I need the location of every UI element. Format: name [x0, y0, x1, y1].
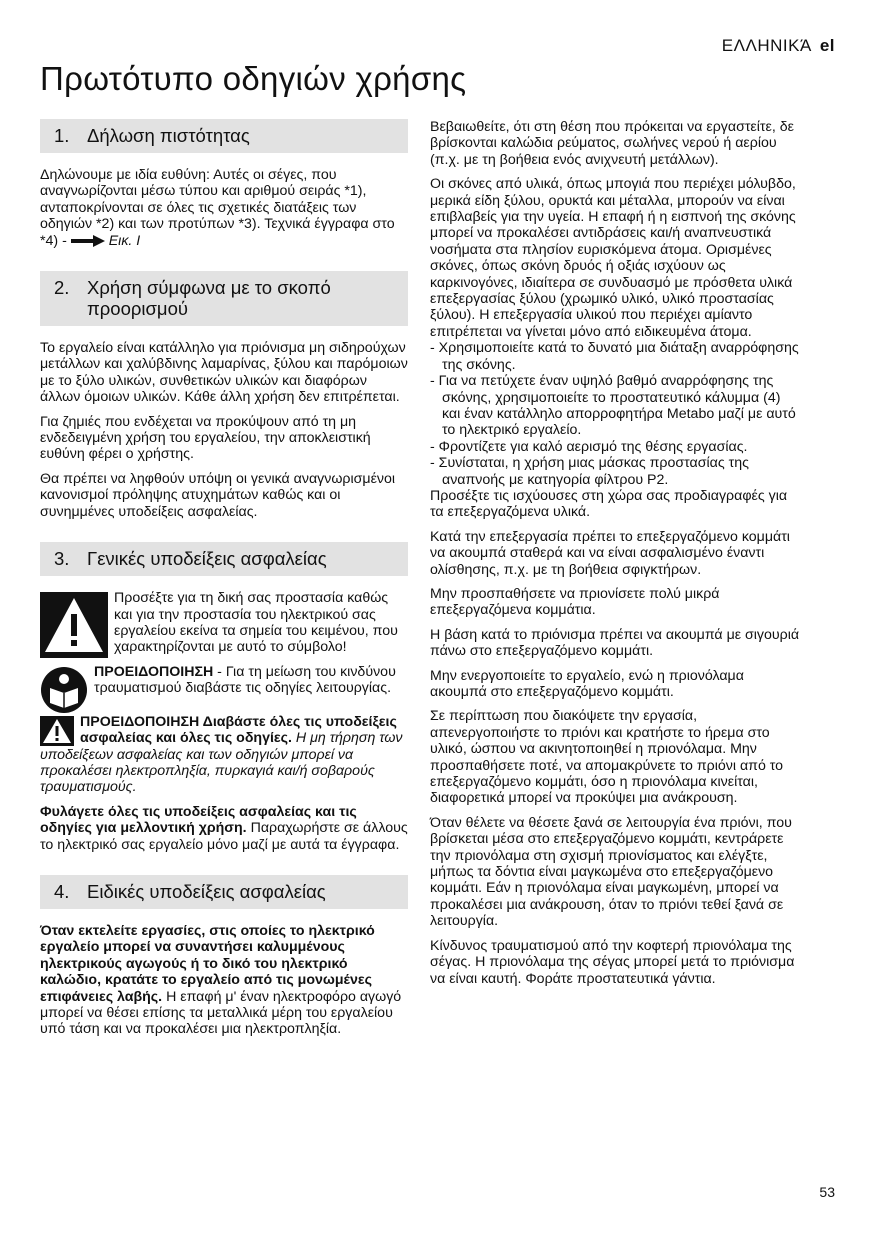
warning-text: - Για τη μείωση του κινδύνου τραυματισμού διαβάστε τις οδηγίες λειτουργίας. [94, 663, 396, 697]
dust-list [430, 340, 802, 488]
warning-triangle-icon [40, 716, 74, 746]
paragraph: Μην ενεργοποιείτε το εργαλείο, ενώ η πριονόλαμα ακουμπά στο επεξεργαζόμενο κομμάτι. [430, 667, 744, 700]
section-3-heading [40, 542, 408, 576]
figure-reference: Εικ. I [108, 232, 141, 249]
section-number: 4. [54, 880, 70, 902]
paragraph: Κίνδυνος τραυματισμού από την κοφτερή πριονόλαμα της σέγας. Η πριονόλαμα της σέγας μπορεί μετά το πριόνισμα να είναι καυτή. Φοράτε προστατευτικά γάντια. [430, 937, 795, 987]
list-item: - Συνίσταται, η χρήση μιας μάσκας προστασίας της αναπνοής με κατηγορία φίλτρου P2. [430, 455, 802, 488]
language-header [722, 36, 835, 56]
section-number: 3. [54, 548, 70, 570]
section-title: Χρήση σύμφωνα με το σκοπό προορισμού [87, 277, 331, 320]
warning-symbol-note [40, 590, 408, 664]
paragraph [40, 714, 408, 796]
paragraph: Θα πρέπει να ληφθούν υπόψη οι γενικά αναγνωρισμένοι κανονισμοί πρόληψης ατυχημάτων καθώς και οι συνημμένες υποδείξεις ασφαλείας. [40, 470, 396, 520]
paragraph [40, 804, 408, 853]
paragraph: Μην προσπαθήσετε να πριονίσετε πολύ μικρά επεξεργαζόμενα κομμάτια. [430, 585, 720, 619]
section-title: Δήλωση πιστότητας [87, 125, 250, 146]
paragraph [40, 923, 408, 1038]
special-warning-bold: Όταν εκτελείτε εργασίες, στις οποίες το ηλεκτρικό εργαλείο μπορεί να συναντήσει καλυμμένους ηλεκτρικούς αγωγούς ή το δικό του ηλεκτρικό καλώδιο, κρατάτε το εργαλείο από τις μονωμένες επιφάνειες λαβής. [40, 922, 375, 1005]
read-manual-icon [40, 666, 88, 714]
paragraph: Κατά την επεξεργασία πρέπει το επεξεργαζόμενο κομμάτι να ακουμπά σταθερά και να είναι ασφαλισμένο έναντι ολίσθησης, π.χ. με τη βοήθεια σφιγκτήρων. [430, 528, 790, 578]
warning-italic-text: Η μη τήρηση των υποδείξεων ασφαλείας και των οδηγιών μπορεί να προκαλέσει ηλεκτροπληξία, πυρκαγιά και/ή σοβαρούς τραυματισμούς. [40, 730, 403, 796]
keep-instructions-text: Παραχωρήστε σε άλλους το ηλεκτρικό σας εργαλείο μόνο μαζί με αυτά τα έγγραφα. [40, 820, 408, 853]
paragraph: Προσέξτε τις ισχύουσες στη χώρα σας προδιαγραφές για τα επεξεργαζόμενα υλικά. [430, 487, 788, 521]
section-1-heading [40, 119, 408, 153]
paragraph: Η βάση κατά το πριόνισμα πρέπει να ακουμπά με σιγουριά πάνω στο επεξεργαζόμενο κομμάτι. [430, 626, 800, 660]
page-title: Πρωτότυπο οδηγιών χρήσης [40, 60, 467, 97]
list-item: - Για να πετύχετε έναν υψηλό βαθμό αναρρόφησης της σκόνης, χρησιμοποιείτε το προστατευτικό κάλυμμα (4) και έναν κατάλληλο απορροφητήρα Metabo μαζί με αυτό το ηλεκτρικό εργαλείο. [430, 373, 802, 439]
section-number: 2. [54, 277, 70, 299]
section-title: Γενικές υποδείξεις ασφαλείας [87, 548, 327, 570]
arrow-right-icon [71, 235, 105, 247]
section-1-text [40, 167, 408, 249]
list-item: - Φροντίζετε για καλό αερισμό της θέσης εργασίας. [430, 439, 802, 455]
warning-bold-text: ΠΡΟΕΙΔΟΠΟΙΗΣΗ Διαβάστε όλες τις υποδείξεις ασφαλείας και όλες τις οδηγίες. [80, 713, 397, 747]
paragraph: Οι σκόνες από υλικά, όπως μπογιά που περιέχει μόλυβδο, μερικά είδη ξύλου, ορυκτά και μέταλλα, μπορούν να είναι επιβλαβείς για την υγεία. Η επαφή ή η εισπνοή της σκόνης μπορεί να προκαλέσει αντιδράσεις και/ή αναπνευστικά νοσήματα στα πλησίον ευρισκόμενα άτομα. Ορισμένες σκόνες, όπως σκόνη δρυός ή οξιάς ισχύουν ως καρκινογόνες, ιδιαίτερα σε συνδυασμό με πρόσθετα υλικά επεξεργασίας ξύλου (χρωμικό υλικό, υλικό προστασίας ξύλου). Η επεξεργασία υλικού που περιέχει αμίαντο επιτρέπεται να γίνεται μόνο από ειδικευμένα άτομα. [430, 176, 796, 340]
warning-triangle-icon [40, 592, 108, 658]
paragraph: Βεβαιωθείτε, ότι στη θέση που πρόκειται να εργαστείτε, δε βρίσκονται καλώδια ρεύματος, σωλήνες νερού ή αερίου (π.χ. με τη βοήθεια ενός ανιχνευτή μετάλλων). [430, 119, 794, 168]
paragraph: Όταν θέλετε να θέσετε ξανά σε λειτουργία ένα πριόνι, που βρίσκεται μέσα στο επεξεργαζόμενο κομμάτι, κεντράρετε την πριονόλαμα στη σχισμή πριονίσματος και ελέγξτε, μήπως τα δόντια είναι μαγκωμένα στο επεξεργαζόμενο κομμάτι. Εάν η πριονόλαμα είναι μαγκωμένη, μπορεί να προκαλέσει μια ανάκρουση, όταν το πριόνι τεθεί ξανά σε λειτουργία. [430, 814, 792, 930]
language-code: el [819, 36, 835, 55]
left-column [40, 119, 408, 1046]
section-number: 1. [54, 125, 70, 146]
paragraph: Για ζημιές που ενδέχεται να προκύψουν από τη μη ενδεδειγμένη χρήση του εργαλείου, την αποκλειστική ευθύνη φέρει ο χρήστης. [40, 413, 371, 463]
warning-label: ΠΡΟΕΙΔΟΠΟΙΗΣΗ [94, 663, 214, 680]
language-label: ΕΛΛΗΝΙΚΆ [721, 36, 812, 55]
section-4-heading [40, 875, 408, 909]
read-all-warning [40, 714, 408, 796]
right-column [430, 119, 802, 995]
paragraph [40, 664, 408, 697]
page-number: 53 [819, 1184, 835, 1200]
section-title: Ειδικές υποδείξεις ασφαλείας [87, 880, 326, 902]
paragraph: Σε περίπτωση που διακόψετε την εργασία, απενεργοποιήστε το πριόνι και κρατήστε το ήρεμα στο υλικό, ώσπου να ακινητοποιηθεί η πριονόλαμα. Μην προσπαθήσετε ποτέ, να απομακρύνετε το πριόνι από το επεξεργαζόμενο κομμάτι, όσο η πριονόλαμα κινείται, διαφορετικά μπορεί να προκύψει μια ανάκρουση. [430, 708, 784, 807]
read-manual-note [40, 664, 408, 714]
paragraph: Το εργαλείο είναι κατάλληλο για πριόνισμα μη σιδηρούχων μετάλλων και χαλύβδινης λαμαρίνας, ξύλου και παρόμοιων με το ξύλο υλικών, συνθετικών υλικών και διαφόρων άλλων όμοιων υλικών. Κάθε άλλη χρήση δεν επιτρέπεται. [40, 340, 408, 406]
special-warning-text: Η επαφή μ' έναν ηλεκτροφόρο αγωγό μπορεί να θέσει επίσης τα μεταλλικά μέρη του εργαλείου υπό τάση και να προκαλέσει μια ηλεκτροπληξία. [40, 988, 402, 1038]
list-item: - Χρησιμοποιείτε κατά το δυνατό μια διάταξη αναρρόφησης της σκόνης. [430, 340, 802, 373]
paragraph: Προσέξτε για τη δική σας προστασία καθώς και για την προστασία του ηλεκτρικού σας εργαλείου εκείνα τα σημεία του κειμένου, που χαρακτηρίζονται με αυτό το σύμβολο! [114, 590, 398, 656]
keep-instructions-bold: Φυλάγετε όλες τις υποδείξεις ασφαλείας και τις οδηγίες για μελλοντική χρήση. [40, 803, 357, 837]
section-2-heading [40, 271, 408, 326]
declaration-text: Δηλώνουμε με ιδία ευθύνη: Αυτές οι σέγες, που αναγνωρίζονται μέσω τύπου και αριθμού σειράς *1), ανταποκρίνονται σε όλες τις σχετικές διατάξεις των οδηγιών *2) και των προτύπων *3). Τεχνικά έγγραφα στο *4) - [40, 167, 395, 249]
